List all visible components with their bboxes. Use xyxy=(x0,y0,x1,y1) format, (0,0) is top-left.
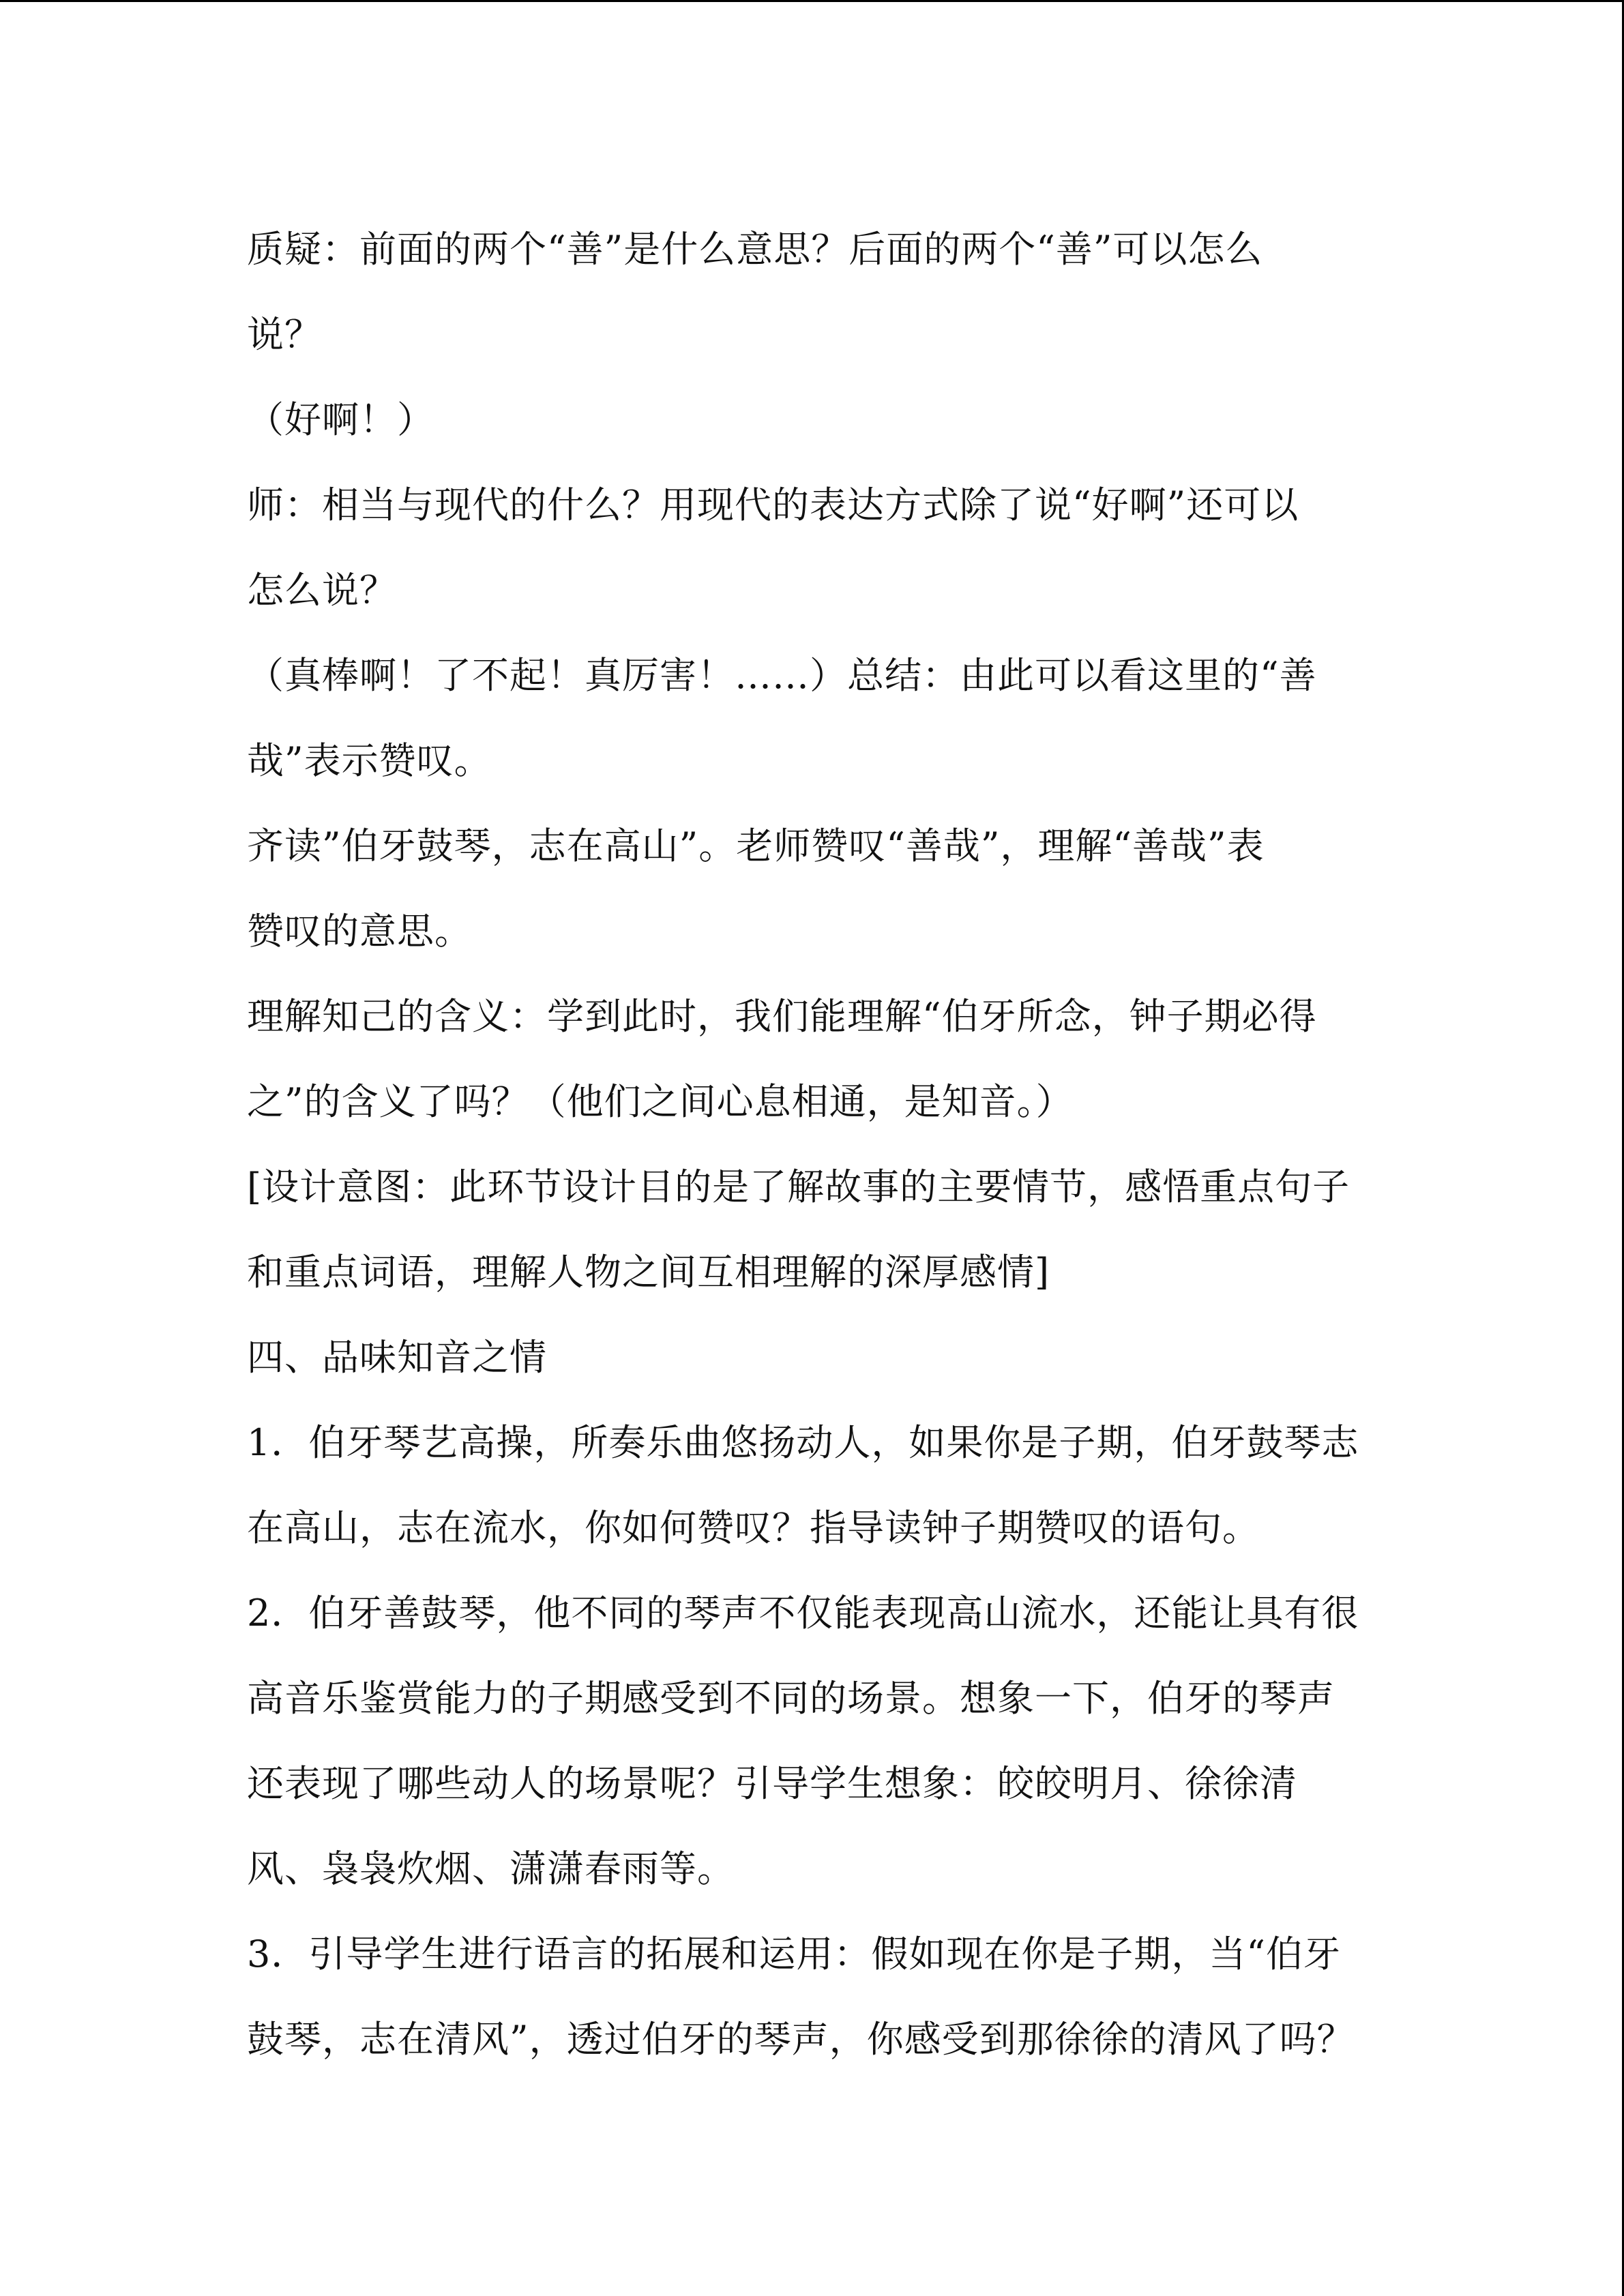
list-item-line: 2．伯牙善鼓琴，他不同的琴声不仅能表现高山流水，还能让具有很 xyxy=(247,1592,1359,1635)
list-item-line: 风、袅袅炊烟、潇潇春雨等。 xyxy=(247,1847,735,1890)
text-line: 哉”表示赞叹。 xyxy=(247,739,492,782)
text-line: 之”的含义了吗？（他们之间心息相通，是知音。） xyxy=(247,1080,1074,1123)
text-line: 理解知己的含义：学到此时，我们能理解“伯牙所念，钟子期必得 xyxy=(247,995,1317,1038)
section-heading: 四、品味知音之情 xyxy=(247,1336,547,1379)
document-body xyxy=(247,207,1379,2082)
text-line: 说？ xyxy=(247,313,322,356)
list-item-line: 在高山，志在流水，你如何赞叹？指导读钟子期赞叹的语句。 xyxy=(247,1506,1260,1549)
text-line: （好啊！） xyxy=(247,398,434,441)
list-item-line: 鼓琴，志在清风”，透过伯牙的琴声，你感受到那徐徐的清风了吗？ xyxy=(247,2018,1355,2061)
list-item-line: 3．引导学生进行语言的拓展和运用：假如现在你是子期，当“伯牙 xyxy=(247,1933,1341,1976)
text-line: 赞叹的意思。 xyxy=(247,910,472,953)
text-line: 师：相当与现代的什么？用现代的表达方式除了说“好啊”还可以 xyxy=(247,483,1299,526)
text-line: 齐读”伯牙鼓琴，志在高山”。老师赞叹“善哉”，理解“善哉”表 xyxy=(247,824,1265,867)
text-line: 怎么说？ xyxy=(247,569,397,612)
list-item-line: 1．伯牙琴艺高操，所奏乐曲悠扬动人，如果你是子期，伯牙鼓琴志 xyxy=(247,1421,1359,1464)
list-item-line: 还表现了哪些动人的场景呢？引导学生想象：皎皎明月、徐徐清 xyxy=(247,1762,1297,1805)
design-intent-line: [设计意图：此环节设计目的是了解故事的主要情节，感悟重点句子 xyxy=(247,1165,1350,1208)
text-line: 质疑：前面的两个“善”是什么意思？后面的两个“善”可以怎么 xyxy=(247,228,1263,271)
text-line: （真棒啊！了不起！真厉害！……）总结：由此可以看这里的“善 xyxy=(247,654,1317,697)
design-intent-line: 和重点词语，理解人物之间互相理解的深厚感情] xyxy=(247,1251,1050,1294)
list-item-line: 高音乐鉴赏能力的子期感受到不同的场景。想象一下，伯牙的琴声 xyxy=(247,1677,1335,1720)
